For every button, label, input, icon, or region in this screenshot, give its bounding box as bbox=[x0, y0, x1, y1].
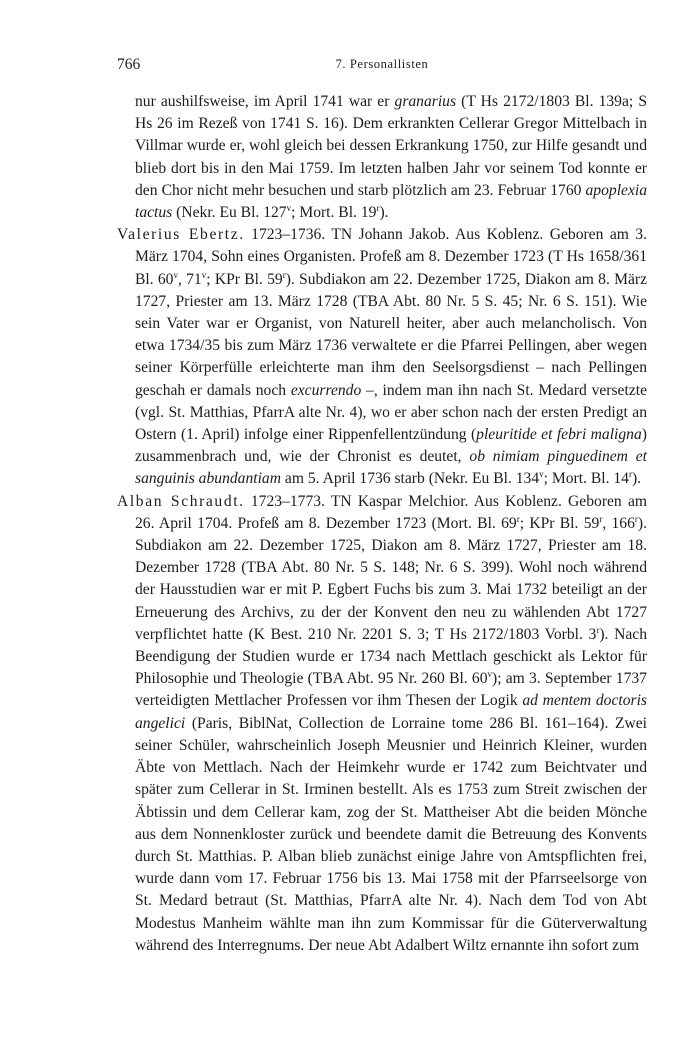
entry-valerius-ebertz: Valerius Ebertz. 1723–1736. TN Johann Jakob. Aus Koblenz. Geboren am 3. März 1704, Sohn eines Organisten. Profeß am 8. Dezember 1723 (T Hs 1658/361 Bl. 60$^v$, 71$^v$; KPr Bl. 59$^r$). Subdiakon am 22. Dezember 1725, Diakon am 8. März 1727, Priester am 13. März 1728 (TBA Abt. 80 Nr. 5 S. 45; Nr. 6 S. 151). Wie sein Vater war er Organist, von Naturell heiter, aber auch melancholisch. Von etwa 1734/35 bis zum März 1736 verwaltete er die Pfarrei Pellingen, aber wegen seiner Körperfülle erleichterte man ihm den Seelsorgsdienst – nach Pellingen geschah er damals noch excurrendo –, indem man ihn nach St. Medard versetzte (vgl. St. Matthias, PfarrA alte Nr. 4), wo er aber schon nach der ersten Predigt an Ostern (1. April) infolge einer Rippenfellentzündung (pleuritide et febri maligna) zusammenbrach und, wie der Chronist es deutet, ob nimiam pinguedinem et sanguinis abundantiam am 5. April 1736 starb (Nekr. Eu Bl. 134$^v$; Mort. Bl. 14$^r$). bbox=[117, 226, 648, 488]
entry-alban-schraudt: Alban Schraudt. 1723–1773. TN Kaspar Melchior. Aus Koblenz. Geboren am 26. April 1704. Profeß am 8. Dezember 1723 (Mort. Bl. 69$^r$; KPr Bl. 59$^r$, 166$^r$). Subdiakon am 22. Dezember 1725, Diakon am 8. März 1727, Priester am 18. Dezember 1728 (TBA Abt. 80 Nr. 5 S. 148; Nr. 6 S. 399). Wohl noch während der Hausstudien war er mit P. Egbert Fuchs bis zum 3. Mai 1732 beteiligt an der Erneuerung des Archivs, zu der der Konvent den neu zu wählenden Abt 1727 verpflichtet hatte (K Best. 210 Nr. 2201 S. 3; T Hs 2172/1803 Vorbl. 3$^r$). Nach Beendigung der Studien wurde er 1734 nach Mettlach geschickt als Lektor für Philosophie und Theologie (TBA Abt. 95 Nr. 260 Bl. 60$^v$); am 3. September 1737 verteidigten Mettlacher Professen vor ihm Thesen der Logik ad mentem doctoris angelici (Paris, BiblNat, Collection de Lorraine tome 286 Bl. 161–164). Zwei seiner Schüler, wahrscheinlich Joseph Meusnier und Heinrich Kleiner, wurden Äbte von Mettlach. Nach der Heimkehr wurde er 1742 zum Beichtvater und später zum Cellerar in St. Irminen bestellt. Als es 1753 zum Streit zwischen der Äbtissin und dem Cellerar kam, zog der St. Mattheiser Abt die beiden Mönche aus dem Nonnenkloster zurück und beendete damit die Betreuung des Konvents durch St. Matthias. P. Alban blieb zunächst einige Jahre von Amtspflichten frei, wurde dann vom 17. Februar 1756 bis 13. Mai 1758 mit der Pfarrseelsorge von St. Medard betraut (St. Matthias, PfarrA alte Nr. 4). Nach dem Tod von Abt Modestus Manheim wählte man ihn zum Kommissar für die Güterverwaltung während des Interregnums. Der neue Abt Adalbert Wiltz ernannte ihn sofort zum bbox=[117, 492, 648, 954]
entry-name: Valerius Ebertz. bbox=[117, 226, 245, 244]
page-header bbox=[117, 56, 647, 78]
body-text bbox=[117, 91, 647, 957]
entry-name: Alban Schraudt. bbox=[117, 492, 245, 510]
entry-continuation-paragraph: nur aushilfsweise, im April 1741 war er granarius (T Hs 2172/1803 Bl. 139a; S Hs 26 im Rezeß von 1741 S. 16). Dem erkrankten Cellerar Gregor Mittelbach in Villmar wurde er, wohl gleich bei dessen Erkrankung 1750, zur Hilfe gesandt und blieb dort bis in den Mai 1759. Im letzten halben Jahr vor seinem Tod konnte er den Chor nicht mehr besuchen und starb plötzlich am 23. Februar 1760 apoplexia tactus (Nekr. Eu Bl. 127$^v$; Mort. Bl. 19$^r$). bbox=[135, 93, 647, 222]
running-title: 7. Personallisten bbox=[335, 57, 429, 71]
page-number: 766 bbox=[117, 56, 141, 73]
